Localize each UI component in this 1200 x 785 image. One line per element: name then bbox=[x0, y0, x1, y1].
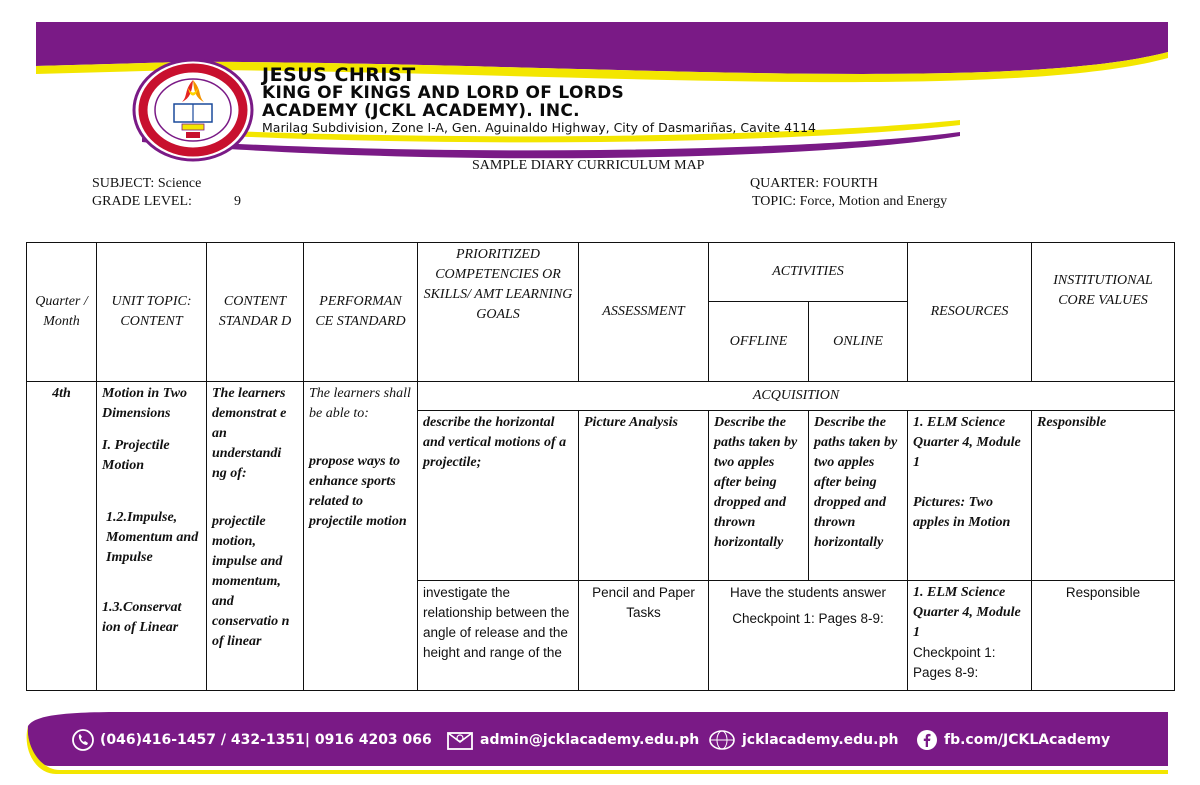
header-offline: OFFLINE bbox=[709, 302, 809, 382]
quarter-label: QUARTER: FOURTH bbox=[750, 176, 878, 191]
activity-cell bbox=[709, 581, 908, 691]
resources-cell bbox=[908, 581, 1032, 691]
resources-line: 1. ELM Science Quarter 4, Module 1 bbox=[913, 415, 1021, 470]
email-icon bbox=[446, 729, 474, 751]
performance-standard-line: propose ways to enhance sports related to projectile motion bbox=[309, 454, 407, 529]
resources-line: Checkpoint 1: Pages 8-9: bbox=[913, 645, 996, 680]
assessment-cell: Picture Analysis bbox=[579, 411, 709, 581]
core-value-cell: Responsible bbox=[1032, 411, 1175, 581]
header-core-values: INSTITUTIONAL CORE VALUES bbox=[1032, 243, 1175, 382]
content-standard-line: projectile motion, impulse and momentum, and conservatio n of linear bbox=[212, 514, 290, 649]
online-activity-cell: Describe the paths taken by two apples after being dropped and thrown horizontally bbox=[809, 411, 908, 581]
header-unit-topic: UNIT TOPIC: CONTENT bbox=[97, 243, 207, 382]
footer-phone bbox=[72, 729, 432, 751]
header-online: ONLINE bbox=[809, 302, 908, 382]
unit-topic-line: Motion in Two Dimensions bbox=[102, 386, 188, 421]
performance-standard-cell bbox=[304, 382, 418, 691]
school-seal-logo bbox=[132, 58, 254, 162]
footer-website[interactable] bbox=[708, 729, 898, 751]
activity-line: Checkpoint 1: Pages 8-9: bbox=[732, 611, 884, 626]
document-title: SAMPLE DIARY CURRICULUM MAP bbox=[472, 158, 705, 173]
email-link[interactable]: admin@jcklacademy.edu.ph bbox=[480, 732, 700, 748]
grade-level-label: GRADE LEVEL: bbox=[92, 194, 192, 209]
core-value-cell: Responsible bbox=[1032, 581, 1175, 691]
performance-standard-line: The learners shall be able to: bbox=[309, 386, 411, 421]
footer-facebook[interactable] bbox=[916, 729, 1110, 751]
unit-topic-line: 1.2.Impulse, Momentum and Impulse bbox=[106, 510, 199, 565]
header-competencies: PRIORITIZED COMPETENCIES OR SKILLS/ AMT LEARNING GOALS bbox=[418, 243, 579, 382]
grade-level-value: 9 bbox=[234, 194, 241, 209]
content-standard-cell bbox=[207, 382, 304, 691]
offline-activity-cell: Describe the paths taken by two apples after being dropped and thrown horizontally bbox=[709, 411, 809, 581]
content-standard-line: The learners demonstrat e an understandi ng of: bbox=[212, 386, 287, 481]
phone-text: (046)416-1457 / 432-1351| 0916 4203 066 bbox=[100, 732, 432, 748]
school-name-line1: JESUS CHRIST bbox=[262, 64, 416, 86]
topic-label: TOPIC: Force, Motion and Energy bbox=[752, 194, 948, 209]
competency-cell: investigate the relationship between the angle of release and the height and range of the bbox=[418, 581, 579, 691]
unit-topic-line: I. Projectile Motion bbox=[102, 438, 170, 473]
header-resources: RESOURCES bbox=[908, 243, 1032, 382]
website-link[interactable]: jcklacademy.edu.ph bbox=[742, 732, 899, 748]
header-assessment: ASSESSMENT bbox=[579, 243, 709, 382]
phone-icon bbox=[72, 729, 94, 751]
quarter-value: 4th bbox=[27, 382, 97, 691]
facebook-icon bbox=[916, 729, 938, 751]
header-performance-standard: PERFORMAN CE STANDARD bbox=[304, 243, 418, 382]
header-activities: ACTIVITIES bbox=[709, 243, 908, 302]
curriculum-map-table bbox=[26, 242, 1175, 691]
school-name-line3: ACADEMY (JCKL ACADEMY). INC. bbox=[262, 101, 580, 121]
unit-topic-cell bbox=[97, 382, 207, 691]
web-icon bbox=[708, 729, 736, 751]
header-quarter-month: Quarter / Month bbox=[27, 243, 97, 382]
school-address: Marilag Subdivision, Zone I-A, Gen. Aguinaldo Highway, City of Dasmariñas, Cavite 4114 bbox=[262, 120, 816, 135]
resources-line: 1. ELM Science Quarter 4, Module 1 bbox=[913, 585, 1021, 640]
activity-line: Have the students answer bbox=[729, 585, 887, 600]
footer-email[interactable] bbox=[446, 729, 699, 751]
subject-label: SUBJECT: Science bbox=[92, 176, 202, 191]
acquisition-label: ACQUISITION bbox=[418, 382, 1175, 411]
facebook-link[interactable]: fb.com/JCKLAcademy bbox=[944, 732, 1111, 748]
resources-cell bbox=[908, 411, 1032, 581]
unit-topic-line: 1.3.Conservat ion of Linear bbox=[102, 600, 182, 635]
competency-cell: describe the horizontal and vertical motions of a projectile; bbox=[418, 411, 579, 581]
header-content-standard: CONTENT STANDAR D bbox=[207, 243, 304, 382]
assessment-cell: Pencil and Paper Tasks bbox=[579, 581, 709, 691]
resources-line: Pictures: Two apples in Motion bbox=[913, 495, 1011, 530]
school-name-line2: KING OF KINGS AND LORD OF LORDS bbox=[262, 83, 625, 103]
